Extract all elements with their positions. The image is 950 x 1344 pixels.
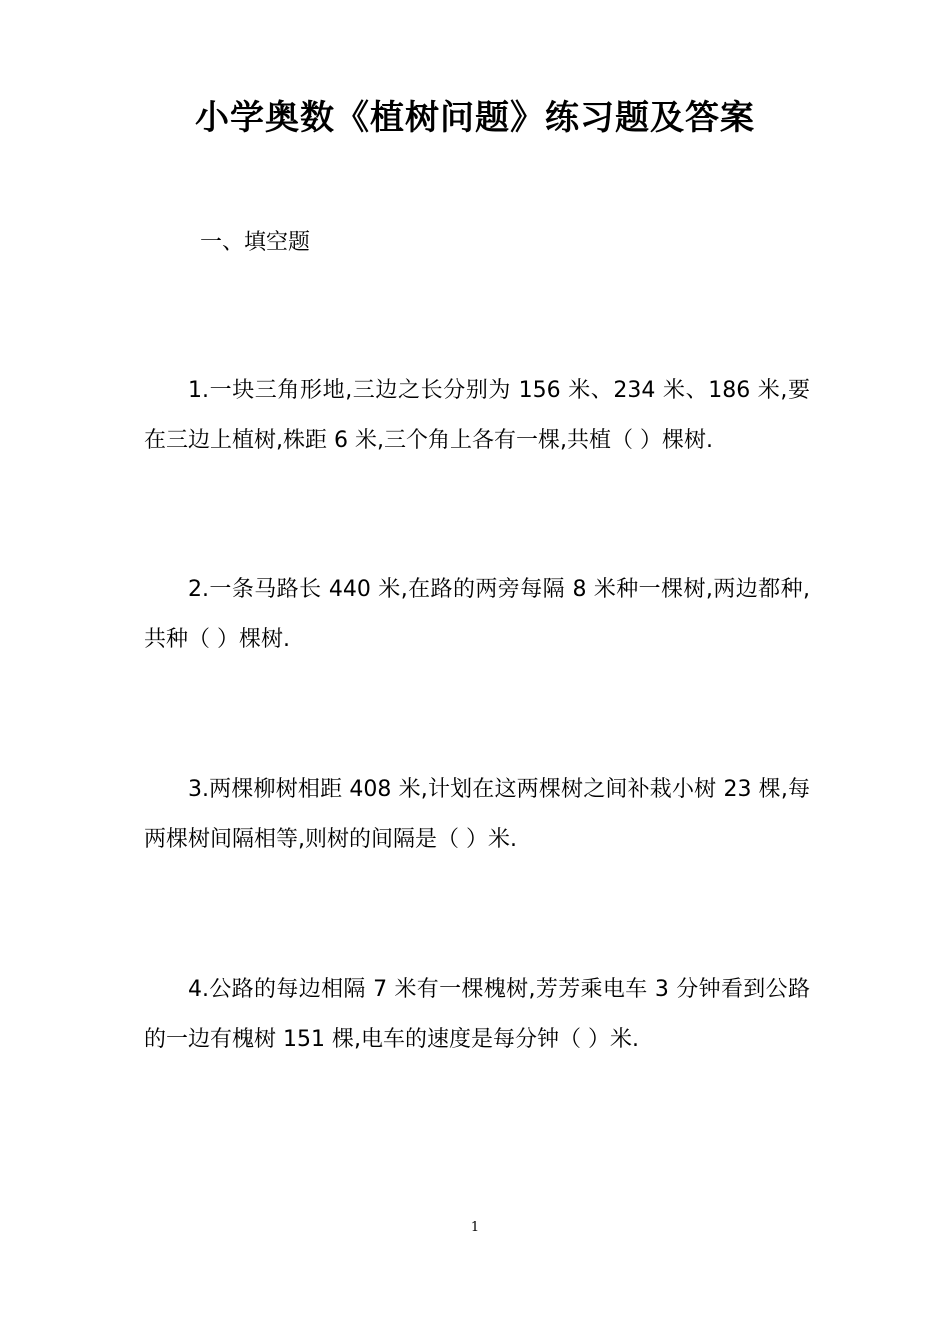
question-1: 1.一块三角形地,三边之长分别为 156 米、234 米、186 米,要在三边上植树,株距 6 米,三个角上各有一棵,共植（ ）棵树.: [144, 378, 810, 453]
section-heading: 一、填空题: [200, 230, 311, 255]
question-4: 4.公路的每边相隔 7 米有一棵槐树,芳芳乘电车 3 分钟看到公路的一边有槐树 151 棵,电车的速度是每分钟（ ）米.: [144, 977, 810, 1052]
question-3: 3.两棵柳树相距 408 米,计划在这两棵树之间补栽小树 23 棵,每两棵树间隔相等,则树的间隔是（ ）米.: [144, 777, 810, 852]
page-number: 1: [470, 1220, 480, 1235]
page-title: 小学奥数《植树问题》练习题及答案: [195, 98, 755, 138]
question-2: 2.一条马路长 440 米,在路的两旁每隔 8 米种一棵树,两边都种,共种（ ）棵树.: [144, 577, 810, 652]
